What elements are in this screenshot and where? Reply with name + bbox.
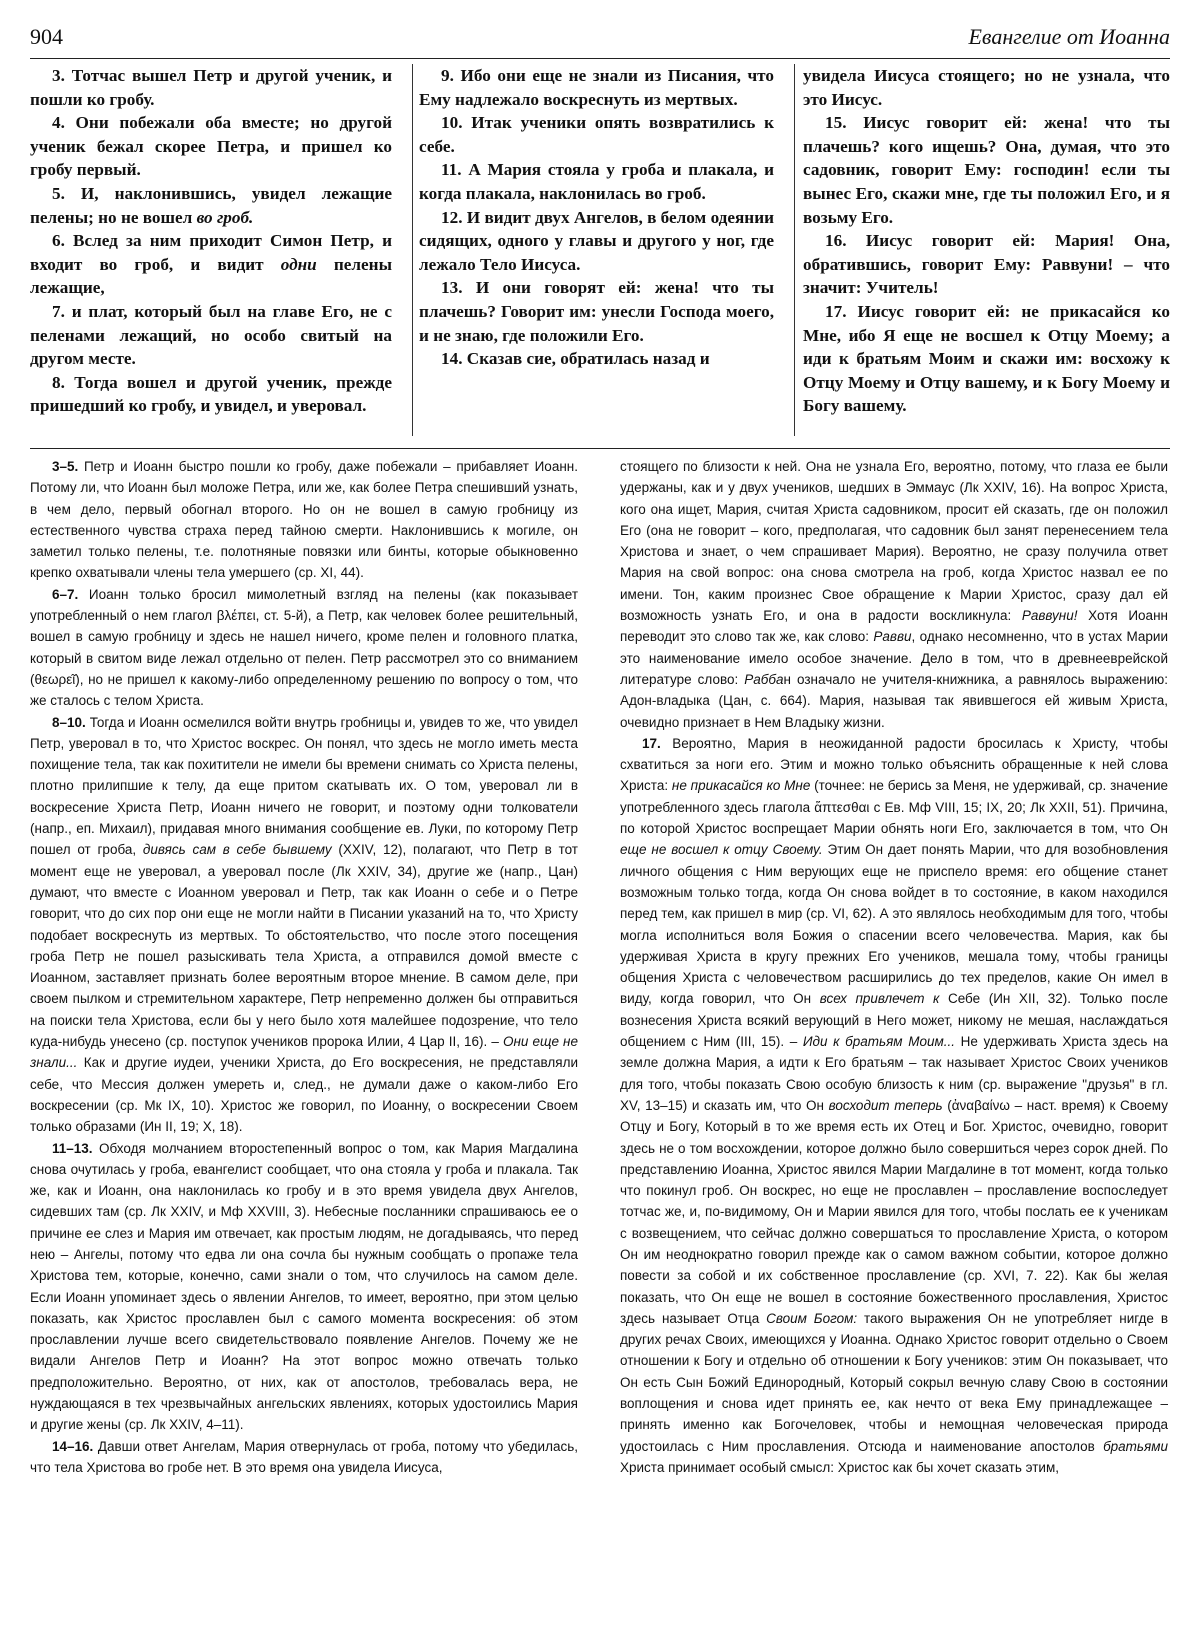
page-header [30,22,1170,59]
commentary-body: Хотя Иоанн переводит это слово так же, как слово: [620,608,1168,645]
verse-italic: во гроб. [196,207,254,227]
commentary-body: Давши ответ Ангелам, Мария отвернулась от гроба, потому что убедилась, что тела Христова во гробе нет. В это время она увидела Иисуса, [30,1438,578,1475]
commentary-italic: Раввуни! [1021,608,1078,624]
commentary-14-16 [30,1436,578,1479]
commentary-italic: восходит теперь [828,1097,943,1113]
verse-7: 7. и плат, который был на главе Его, не с пеленами лежащий, но особо свитый на другом месте. [30,301,392,369]
scripture-column-1 [30,64,398,436]
verse-text: пелены лежащие, [30,254,392,298]
verse-ref: 14–16. [52,1438,94,1454]
commentary-body: Петр и Иоанн быстро пошли ко гробу, даже побежали – прибавляет Иоанн. Потому ли, что Иоанн был моложе Петра, или же, как более Петра спешивший узнать, в чем дело, первый обогнал второго. Но он не вошел в самую гробницу из естественного чувства страха перед тайною смерти. Наклонившись к могиле, он заметил только пелены, т.е. полотняные повязки или бинты, которые обыкновенно крепко охватывали члены тела умершего (ср. XI, 44). [30,459,578,581]
commentary-italic: Своим Богом: [766,1310,858,1326]
commentary-body: Не удерживать Христа здесь на земле должна Мария, а идти к Его братьям – так называет Христос Своих учеников для того, чтобы показать Свою особую близость к ним (ср. выражение "друзья" в гл. XV, 13–15) и сказать им, что Он [620,1034,1168,1113]
verse-5 [30,182,392,229]
commentary-body: Себе (Ин XII, 32). Только после вознесения Христа всякий верующий в Него может, никому не мешая, наслаждаться общением с Ним (III, 15). – [620,991,1168,1050]
commentary-body: такого выражения Он не употребляет нигде в других речах Своих, имеющихся у Иоанна. Однако Христос говорит отдельно о Своем отношении к Богу и отдельно об отношении к Богу учеников: этим Он показывает, что Он есть Сын Божий Единородный, Который сокрыл вечную славу Свою в состоянии воплощения и снова идет принять ее, как нечто от века Ему принадлежащее – принять именно как Богочеловек, чтобы и немощная человеческая природа удостоилась с Ним прославления. Отсюда и наименование апостолов [620,1310,1168,1454]
commentary-italic: Равви [873,629,912,645]
verse-8: 8. Тогда вошел и другой ученик, прежде пришедший ко гробу, и увидел, и уверовал. [30,372,392,416]
commentary-body: (точнее: не берись за Меня, не удерживай, ср. значение употребленного здесь глагола ἅπτεσθαι с Ев. Мф VIII, 15; IX, 20; Лк XXII, 51). Причина, по которой Христос воспрещает Марии обнять ноги Его, заключается в том, что Он [620,778,1168,837]
verse-11: 11. А Мария стояла у гроба и плакала, и когда плакала, наклонилась во гроб. [419,160,774,203]
commentary-italic: еще не восшел к отцу Своему. [620,842,823,858]
commentary-column-1 [30,456,578,1478]
scripture-text [30,64,1170,436]
commentary-body: Иоанн только бросил мимолетный взгляд на пелены (как показывает употребленный о нем глагол βλέπει, ст. 5-й), а Петр, как человек более решительный, вошел в самую гробницу и здесь не нашел ничего, кроме пелен и головного платка, который в свитом виде лежал отдельно от пелен. Петр рассмотрел это со вниманием (θεωρεῖ), но не пришел к какому-либо определенному решению по вопросу о том, что же сталось с телом Христа. [30,586,578,709]
commentary-14-16-continued [620,456,1168,733]
verse-ref: 11–13. [52,1140,93,1156]
scripture-column-3 [794,64,1170,436]
commentary-body: стоящего по близости к ней. Она не узнала Его, вероятно, потому, что глаза ее были удержаны, как и у двух учеников, шедших в Эммаус (Лк XXIV, 16). На вопрос Христа, кого она ищет, Мария, считая Христа садовником, просит ей сказать, где он положил Его (она не говорит – кого, предполагая, что садовник был занят перенесением тела Христова и знает, о чем спрашивает Мария). Вероятно, не сразу получила ответ Мария на свой вопрос: она снова смотрела на гроб, когда Христос назвал ее по имени. Тон, каким произнес Свое обращение к Марии Христос, сразу дал ей возможность узнать Его, и она в радости воскликнула: [620,459,1168,624]
verse-4: 4. Они побежали оба вместе; но другой ученик бежал скорее Петра, и пришел ко гробу первый. [30,113,392,180]
verse-6 [30,229,392,300]
verse-12: 12. И видит двух Ангелов, в белом одеянии сидящих, одного у главы и другого у ног, где лежало Тело Иисуса. [419,207,774,274]
commentary-6-7 [30,584,578,712]
commentary-italic: Рабба [744,671,784,687]
verse-16: 16. Иисус говорит ей: Мария! Она, обратившись, говорит Ему: Раввуни! – что значит: Учитель! [803,231,1170,298]
commentary-body: Обходя молчанием второстепенный вопрос о том, как Мария Магдалина снова очутилась у гроба, евангелист сообщает, что она стояла у гроба и плакала. Так же, как и Иоанн, она наклонилась ко гробу и в это время увидела двух Ангелов, сидевших там (ср. Лк XXIV, и Мф XXVIII, 3). Небесные посланники спрашиваюсь ее о причине ее слез и Мария им отвечает, как простым людям, не догадываясь, что перед нею – Ангелы, потому что едва ли она сочла бы нужным сообщать о пропаже тела Христова тем, которые, конечно, сами знали о том, что случилось на самом деле. Если Иоанн упоминает здесь о явлении Ангелов, то имеет, вероятно, при этом целью показать, как Христос прославлен был с самого момента воскресения: об этом прославлении лучше всего свидетельствовало появление Ангелов. Почему же не видали Ангелов Петр и Иоанн? На этот вопрос можно отвечать только предположительно. Вероятно, от них, как от апостолов, требовалась вера, не нуждающаяся в тех чрезвычайных ангельских явлениях, которых удостоились Мария и другие жены (ср. Лк XXIV, 4–11). [30,1140,578,1433]
verse-ref: 17. [642,735,661,751]
commentary-italic: дивясь сам в себе бывшему [142,842,332,858]
commentary-body: , однако несомненно, что в устах Марии это наименование имело особое значение. Дело в том, что в древнееврейской литературе слово: [620,629,1168,687]
verse-ref: 3–5. [52,459,79,474]
commentary-italic: Иди к братьям Моим... [802,1034,955,1050]
verse-text: 5. И, наклонившись, увидел лежащие пелены; но не вошел [30,183,392,227]
commentary-italic: братьями [1103,1438,1168,1454]
verse-ref: 8–10. [52,714,86,730]
page-number: 904 [30,24,63,49]
commentary-body: Тогда и Иоанн осмелился войти внутрь гробницы и, увидев то же, что увидел Петр, уверовал в то, что Христос воскрес. Он понял, что здесь не могло иметь места похищение тела, так как похитители не имели бы времени снимать со Христа пелены, плотно прилипшие к телу, да еще притом скатывать их. О том, уверовал ли в воскресение Христа Петр, Иоанн ничего не говорит, и поэтому одни толкователи (напр., еп. Михаил), придавая много внимания сообщение ев. Луки, по которому Петр пошел от гроба, [30,714,578,858]
verse-13: 13. И они говорят ей: жена! что ты плачешь? Говорит им: унесли Господа моего, и не знаю, где положили Его. [419,278,774,345]
commentary-body: н означало не учителя-книжника, а равнялось выражению: Адон-владыка (Цан, с. 664). Мария, называя так явившегося ей живым Христа, очевидно признает в Нем Владыку жизни. [620,671,1168,730]
verse-14: 14. Сказав сие, обратилась назад и [441,349,710,369]
verse-14-continued: увидела Иисуса стоящего; но не узнала, что это Иисус. [803,66,1170,109]
commentary-body: Как и другие иудеи, ученики Христа, до Его воскресения, не представляли себе, что Мессия должен умереть и, след., не думали даже о каком-либо Его воскресении (ср. Мк IX, 10). Христос же говорил, по Иоанну, о воскресении Своем только образами (Ин II, 19; X, 18). [30,1055,578,1135]
commentary-8-10 [30,712,578,1138]
commentary-17 [620,733,1168,1478]
commentary-italic: всех привлечет к [819,991,940,1007]
verse-15: 15. Иисус говорит ей: жена! что ты плачешь? кого ищешь? Она, думая, что это садовник, говорит Ему: господин! если ты вынес Его, скажи мне, где ты положил Его, и я возьму Его. [803,113,1170,227]
verse-italic: одни [280,254,317,274]
section-divider [30,448,1170,449]
commentary-text [30,456,1170,1626]
verse-17: 17. Иисус говорит ей: не прикасайся ко Мне, ибо Я еще не восшел к Отцу Моему; а иди к братьям Моим и скажи им: восхожу к Отцу Моему и Отцу вашему, и к Богу Моему и Богу вашему. [803,301,1170,416]
verse-10: 10. Итак ученики опять возвратились к себе. [419,113,774,156]
commentary-body: Вероятно, Мария в неожиданной радости бросилась к Христу, чтобы схватиться за ноги его. Этим и можно только объяснить обращенные к ней слова Христа: [620,735,1168,794]
commentary-italic: не прикасайся ко Мне [671,778,811,794]
verse-9: 9. Ибо они еще не знали из Писания, что Ему надлежало воскреснуть из мертвых. [419,66,774,109]
running-title: Евангелие от Иоанна [968,24,1170,49]
commentary-body: (XXIV, 12), полагают, что Петр в тот момент еще не уверовал, а уверовал после (Лк XXIV, 34), другие же (напр., Цан) думают, что вместе с Иоанном уверовал и Петр, так как Иоанн о себе и о Петре говорит, что до сих пор они еще не могли найти в Писании указаний на то, что Христу подобает воскреснуть из мертвых. То обстоятельство, что после этого посещения гроба Петр не пошел разыскивать тела Христа, а отправился домой вместе с Иоанном, заставляет признать более вероятным второе мнение. В самом деле, при своем пылком и стремительном характере, Петр непременно должен бы отправиться на поиски тела Христова, если бы у него было хотя малейшее подозрение, что тело куда-нибудь унесено (ср. поступок учеников пророка Илии, 4 Цар II, 16). – [30,842,578,1050]
commentary-italic: Они еще не знали... [30,1034,578,1071]
scripture-column-2 [412,64,780,436]
verse-ref: 6–7. [52,586,79,602]
commentary-body: Христа принимает особый смысл: Христос как бы хочет сказать этим, [620,1459,1060,1475]
commentary-body: (ἀναβαίνω – наст. время) к Своему Отцу и Богу, Который в то же время есть их Отец и Бог. Христос, очевидно, говорит здесь не о том восхождении, которое должно было совершиться через сорок дней. По представлению Иоанна, Христос явился Марии Магдалине в тот момент, когда только что покинул гроб. Он воскрес, но еще не прославлен – прославление воспоследует тотчас же, и, по-видимому, Он и Марии явился для того, чтобы послать ее к ученикам с возвещением, что сейчас должно совершаться то прославление Христа, о котором Он им неоднократно говорил прежде как о самом важном событии, которое должно повести за собой и их собственное прославление (ср. XVI, 7. 22). Как бы желая показать, что Он еще не вошел в состояние божественного прославления, Христос здесь называет Отца [620,1097,1168,1326]
commentary-11-13 [30,1138,578,1436]
commentary-3-5 [30,456,578,584]
commentary-column-2 [620,456,1168,1478]
verse-text: 6. Вслед за ним приходит Симон Петр, и входит во гроб, и видит [30,231,392,274]
commentary-body: Этим Он дает понять Марии, что для возобновления личного общения с Ним верующих еще не приспело время: его общение станет возможным только тогда, когда Он снова войдет в то состояние, в каком находился перед тем, как пришел в мир (ср. VI, 62). А это являлось необходимым для того, чтобы могла исполниться воля Божия о спасении всего человечества. Мария, как бы удерживая Христа в кругу прежних Его учеников, мешала тому, чтобы границы общения Христа с человечеством расширились до тех пределов, какие Он имел в виду, когда говорил, что Он [620,842,1169,1007]
verse-3: 3. Тотчас вышел Петр и другой ученик, и пошли ко гробу. [30,66,392,109]
